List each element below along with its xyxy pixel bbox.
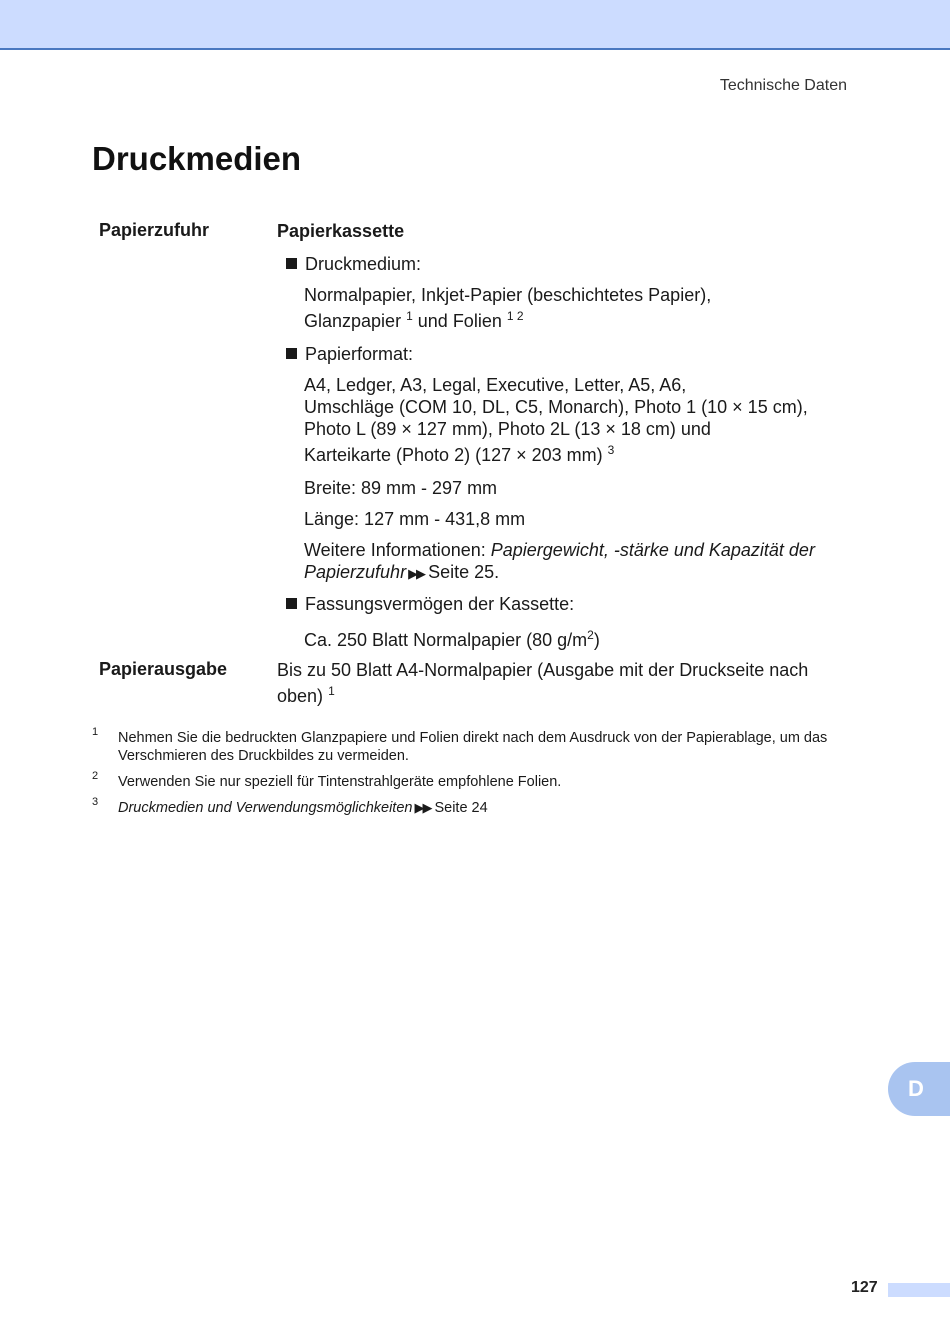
- footnote-number: 3: [92, 796, 99, 808]
- section-header: Technische Daten: [719, 77, 847, 94]
- output-line-1: Bis zu 50 Blatt A4-Normalpapier (Ausgabe mit der Druckseite nach: [277, 660, 809, 680]
- media-transparencies: und Folien: [417, 311, 502, 331]
- footer-band: [888, 1283, 950, 1297]
- double-arrow-icon: ▶▶: [414, 800, 431, 815]
- more-info-prefix: Weitere Informationen:: [304, 540, 491, 560]
- media-description: [304, 284, 844, 332]
- format-width: Breite: 89 mm - 297 mm: [304, 478, 498, 498]
- footnote-text: Nehmen Sie die bedruckten Glanzpapiere und Folien direkt nach dem Ausdruck von der Papierablage, um das Verschmieren des Druckbildes zu vermeiden.: [118, 730, 828, 764]
- format-line-4: Karteikarte (Photo 2) (127 × 203 mm): [304, 445, 603, 465]
- footnote-number: 1: [92, 726, 99, 738]
- double-arrow-icon: ▶▶: [408, 566, 425, 581]
- media-label: Druckmedium:: [305, 254, 422, 274]
- paper-output-label: Papierausgabe: [99, 659, 228, 679]
- paper-output-description: [277, 659, 837, 707]
- footnote-ref[interactable]: 1 2: [506, 309, 524, 323]
- footnote-text: Verwenden Sie nur speziell für Tintenstrahlgeräte empfohlene Folien.: [118, 774, 562, 790]
- page-title: Druckmedien: [92, 140, 302, 177]
- capacity-value-text: Ca. 250 Blatt Normalpapier (80 g/m: [304, 630, 588, 650]
- footnote-ref[interactable]: 1: [328, 684, 335, 698]
- square-bullet-icon: [286, 598, 297, 609]
- format-bullet: [286, 343, 413, 365]
- format-more-info: [304, 539, 844, 585]
- media-bullet: [286, 253, 421, 275]
- output-line-2: oben): [277, 686, 324, 706]
- paper-tray-heading: Papierkassette: [277, 221, 405, 241]
- superscript: 2: [587, 628, 594, 642]
- footnote-ref[interactable]: 3: [607, 443, 615, 457]
- more-info-page[interactable]: Seite 25.: [428, 562, 500, 582]
- format-line-2: Umschläge (COM 10, DL, C5, Monarch), Photo 1 (10 × 15 cm),: [304, 397, 808, 417]
- more-info-link[interactable]: Papiergewicht, -stärke und Kapazität der Papierzufuhr: [304, 540, 815, 582]
- capacity-value-close: ): [593, 630, 600, 650]
- footnote-link[interactable]: Druckmedien und Verwendungsmöglichkeiten: [118, 800, 413, 816]
- header-band: [0, 0, 950, 50]
- appendix-tab[interactable]: D: [888, 1062, 950, 1116]
- format-description: [304, 374, 844, 466]
- paper-input-label: Papierzufuhr: [99, 220, 210, 240]
- format-label: Papierformat:: [305, 344, 414, 364]
- format-line-3: Photo L (89 × 127 mm), Photo 2L (13 × 18 cm) und: [304, 419, 711, 439]
- footnote-page[interactable]: Seite 24: [434, 800, 488, 816]
- footnote-number: 2: [92, 770, 99, 782]
- capacity-bullet: [286, 593, 574, 615]
- format-line-1: A4, Ledger, A3, Legal, Executive, Letter, A5, A6,: [304, 375, 687, 395]
- page-number: 127: [851, 1279, 878, 1296]
- capacity-value: [304, 629, 844, 651]
- capacity-label: Fassungsvermögen der Kassette:: [305, 594, 575, 614]
- format-length: Länge: 127 mm - 431,8 mm: [304, 509, 526, 529]
- footnote-ref[interactable]: 1: [406, 309, 413, 323]
- media-line-1: Normalpapier, Inkjet-Papier (beschichtetes Papier),: [304, 285, 712, 305]
- square-bullet-icon: [286, 348, 297, 359]
- square-bullet-icon: [286, 258, 297, 269]
- media-glossy: Glanzpapier: [304, 311, 402, 331]
